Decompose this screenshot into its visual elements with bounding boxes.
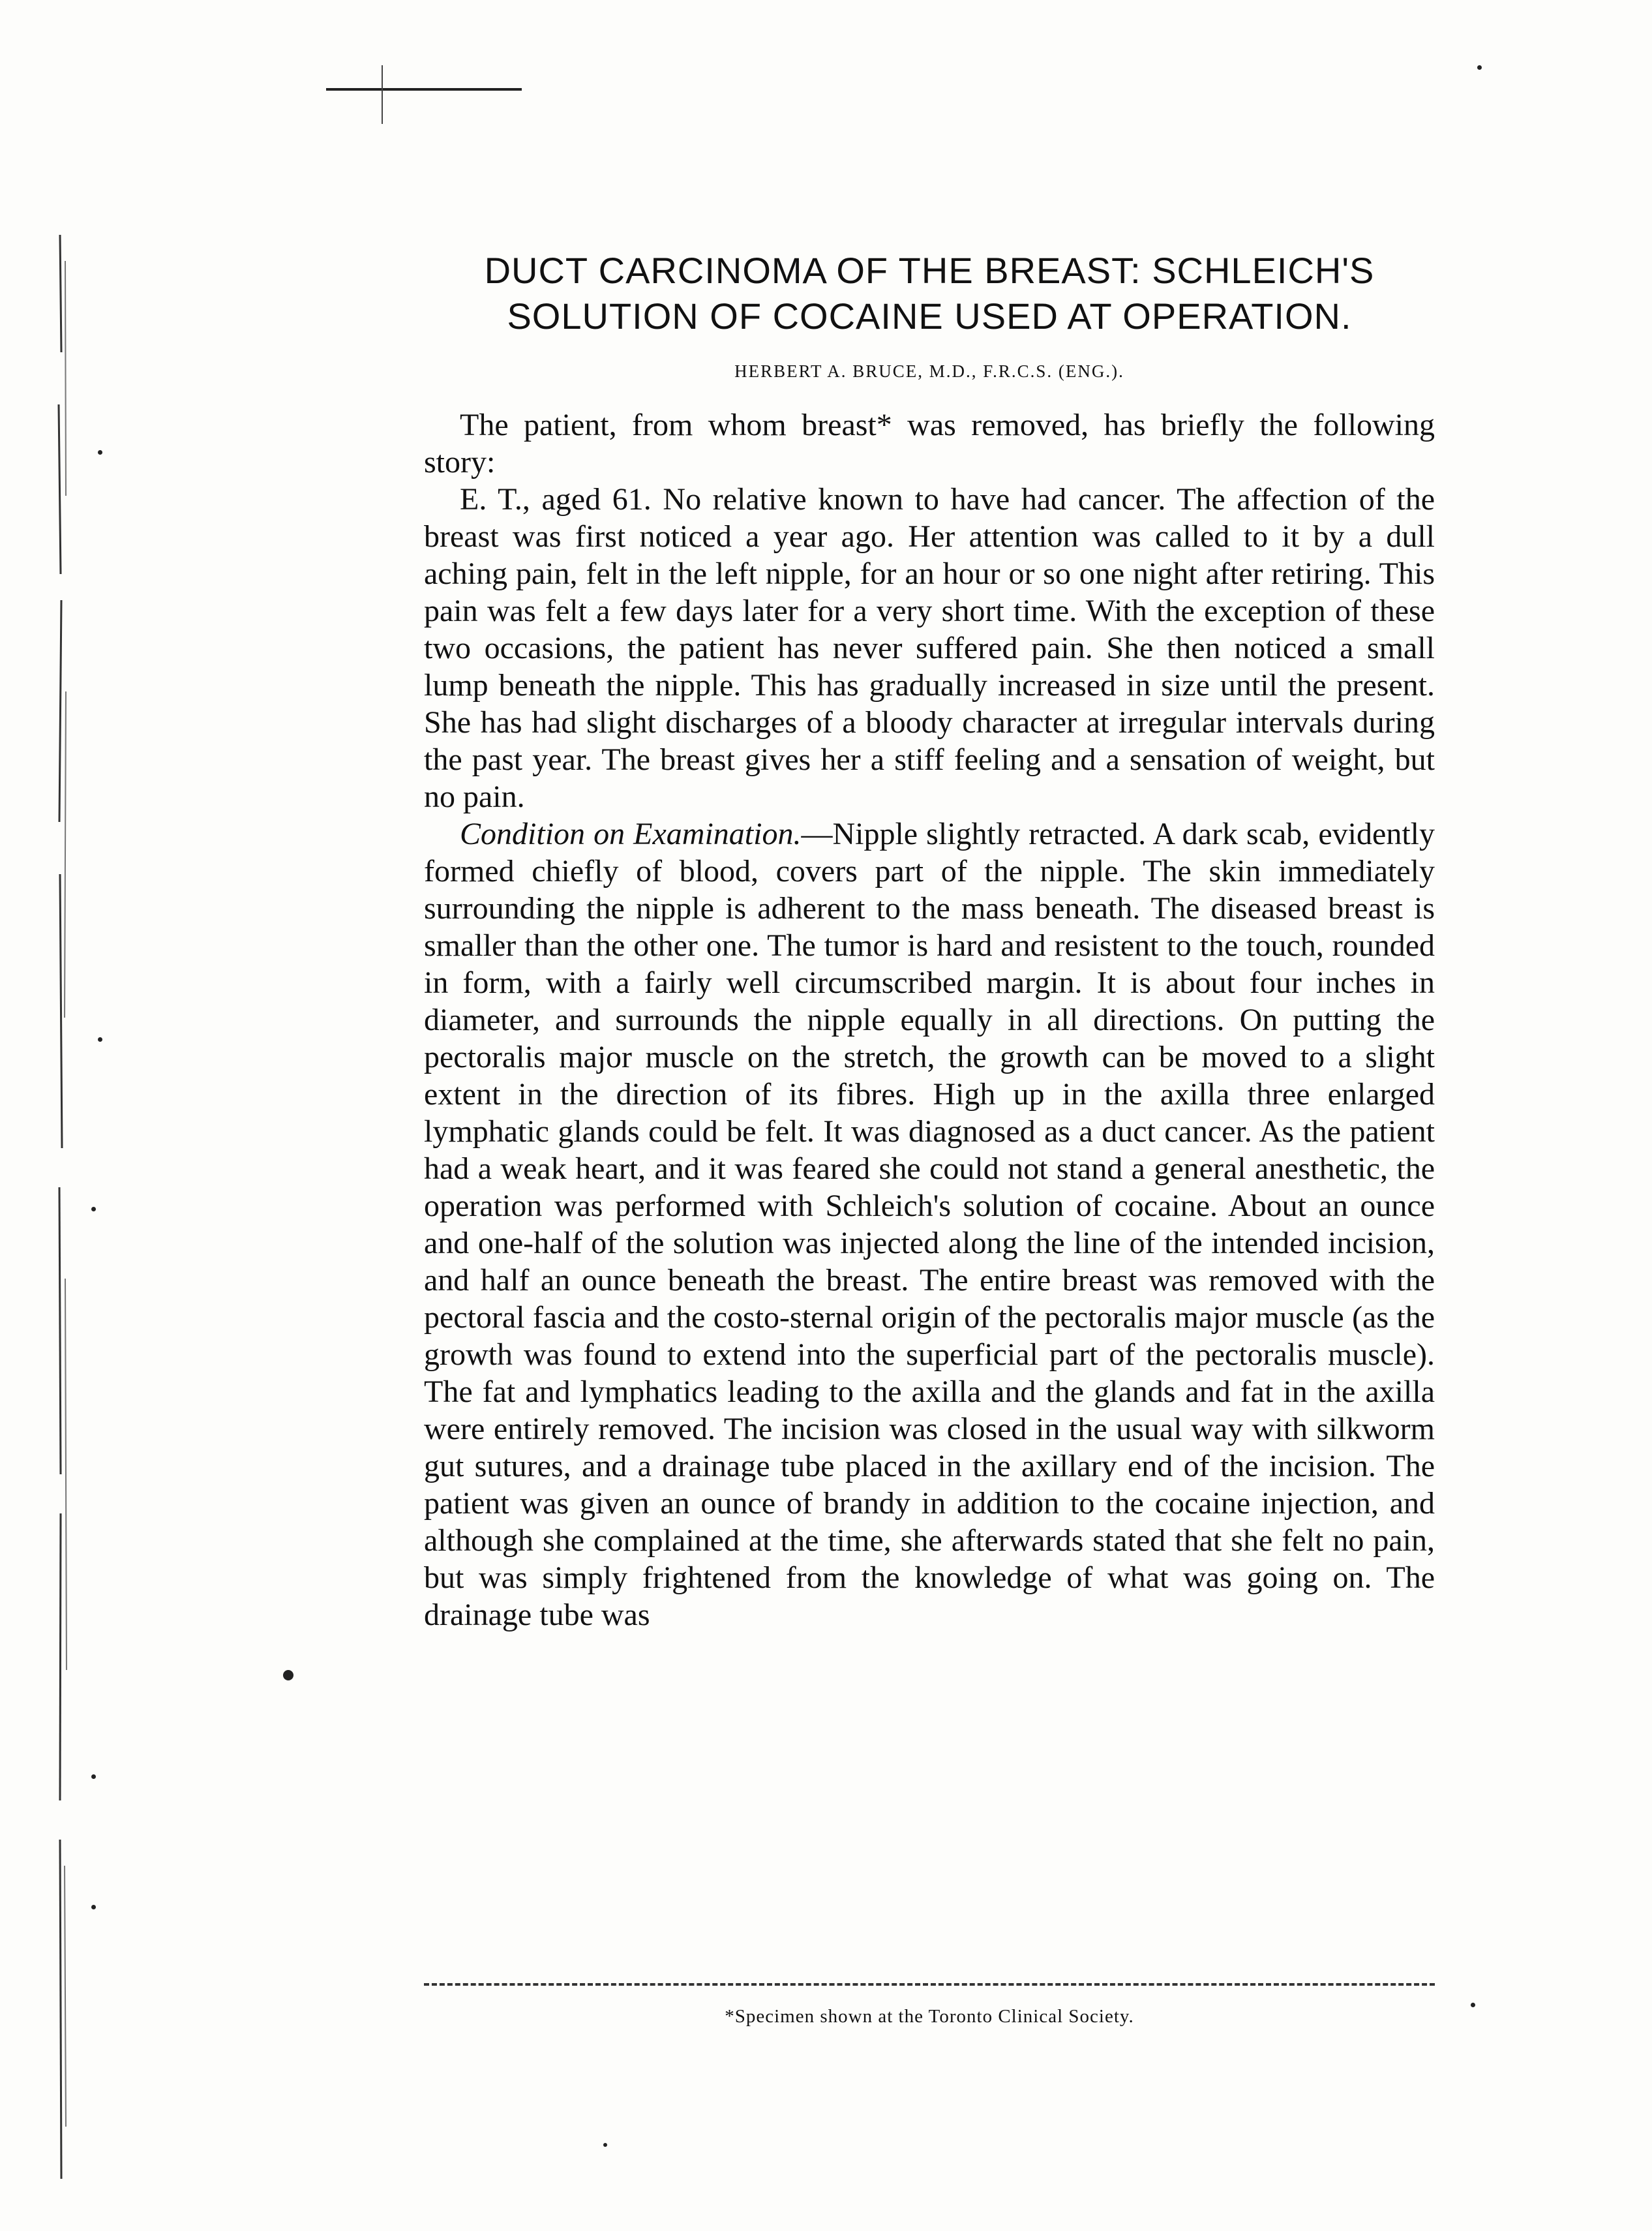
margin-speck [1477, 65, 1482, 70]
margin-speck [91, 1207, 96, 1211]
binding-edge-marks [46, 235, 78, 2192]
top-rule-mark [326, 88, 522, 91]
paragraph-examination [424, 815, 1435, 1633]
margin-speck [98, 1037, 102, 1042]
margin-speck [91, 1774, 96, 1779]
article-title-line-1: DUCT CARCINOMA OF THE BREAST: SCHLEICH'S [484, 250, 1375, 291]
margin-speck [98, 450, 102, 455]
margin-speck [603, 2143, 607, 2147]
article-title [424, 248, 1435, 339]
paragraph-intro: The patient, from whom breast* was removed, has briefly the following story: [424, 408, 1435, 479]
top-rule-tick-mark [382, 65, 383, 124]
footnote: *Specimen shown at the Toronto Clinical Society. [725, 2006, 1134, 2027]
paragraph-history: E. T., aged 61. No relative known to have had cancer. The affection of the breast was first noticed a year ago. Her attention was called to it by a dull aching pain, felt in the left nipple, for an hour or so one night after retiring. This pain was felt a few days later for a very short time. With the exception of these two occasions, the patient has never suffered pain. She then noticed a small lump beneath the nipple. This has gradually increased in size until the present. She has had slight discharges of a bloody character at irregular intervals during the past year. The breast gives her a stiff feeling and a sensation of weight, but no pain. [424, 482, 1435, 814]
margin-speck [1471, 2003, 1475, 2007]
footnote-rule [424, 1983, 1435, 1986]
margin-speck [283, 1670, 293, 1680]
author-line: HERBERT A. BRUCE, M.D., F.R.C.S. (ENG.). [734, 361, 1124, 381]
article-title-line-2: SOLUTION OF COCAINE USED AT OPERATION. [507, 296, 1352, 337]
section-label-examination: Condition on Examination. [460, 817, 802, 851]
paragraph-examination-text: —Nipple slightly retracted. A dark scab, evidently formed chiefly of blood, covers part of the nipple. The skin immediately surrounding the nipple is adherent to the mass beneath. The diseased breast is smaller than the other one. The tumor is hard and resistent to the touch, rounded in form, with a fairly well circumscribed margin. It is about four inches in diameter, and surrounds the nipple equally in all directions. On putting the pectoralis major muscle on the stretch, the growth can be moved to a slight extent in the direction of its fibres. High up in the axilla three enlarged lymphatic glands could be felt. It was diagnosed as a duct cancer. As the patient had a weak heart, and it was feared she could not stand a general anesthetic, the operation was performed with Schleich's solution of cocaine. About an ounce and one-half of the solution was injected along the line of the intended incision, and half an ounce beneath the breast. The entire breast was removed with the pectoral fascia and the costo-sternal origin of the pectoralis major muscle (as the growth was found to extend into the superficial part of the pectoralis muscle). The fat and lymphatics leading to the axilla and the glands and fat in the axilla were entirely removed. The incision was closed in the usual way with silkworm gut sutures, and a drainage tube placed in the axillary end of the incision. The patient was given an ounce of brandy in addition to the cocaine injection, and although she complained at the time, she afterwards stated that she felt no pain, but was simply frightened from the knowledge of what was going on. The drainage tube was [424, 817, 1435, 1632]
margin-speck [91, 1905, 96, 1909]
article [424, 248, 1435, 1633]
